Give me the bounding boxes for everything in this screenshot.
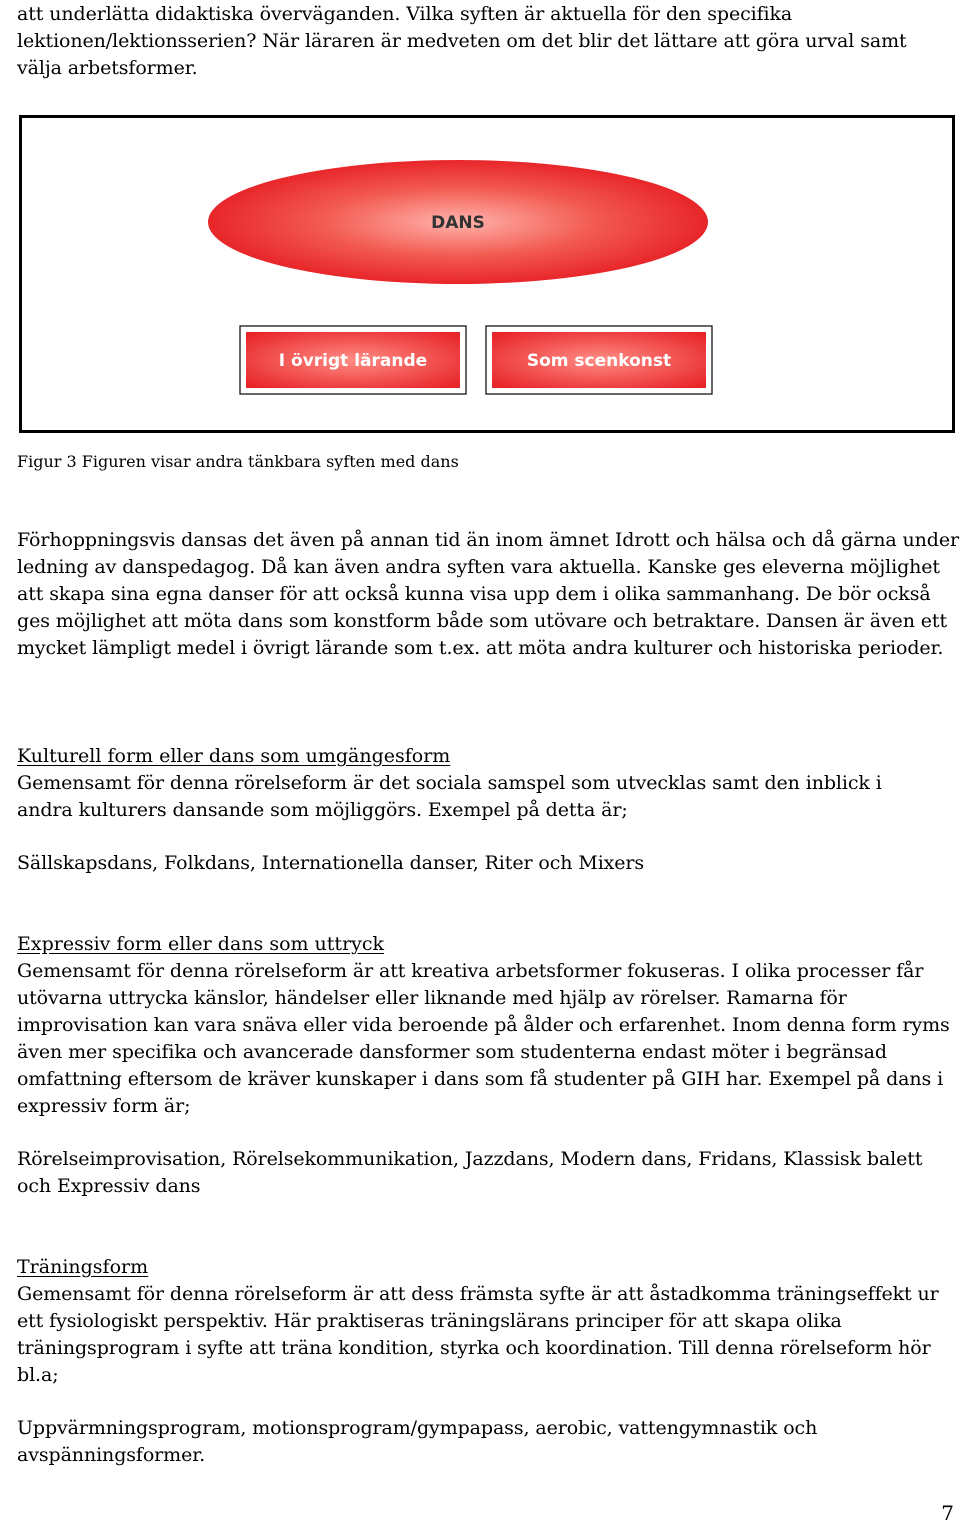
figure-frame: [19, 115, 955, 433]
ovrigt-larande-label: I övrigt lärande: [278, 351, 428, 371]
figure-caption: Figur 3 Figuren visar andra tänkbara syften med dans: [17, 452, 459, 471]
section-examples: Uppvärmningsprogram, motionsprogram/gympapass, aerobic, vattengymnastik och avspänningsformer.: [17, 1417, 818, 1466]
section-expressiv: [17, 931, 960, 1200]
dans-label: DANS: [431, 213, 485, 233]
section-body: Gemensamt för denna rörelseform är det sociala samspel som utvecklas samt den inblick i andra kulturers dansande som möjliggörs. Exempel på detta är;: [17, 772, 882, 821]
section-traningsform: [17, 1254, 960, 1469]
section-examples: Sällskapsdans, Folkdans, Internationella danser, Riter och Mixers: [17, 852, 645, 874]
som-scenkonst-label: Som scenkonst: [526, 351, 672, 371]
section-kulturell: [17, 743, 960, 877]
section-heading: Expressiv form eller dans som uttryck: [17, 933, 385, 955]
page-number: 7: [941, 1501, 954, 1525]
intro-paragraph: att underlätta didaktiska överväganden. Vilka syften är aktuella för den specifika lektionen/lektionsserien? När läraren är medveten om det blir det lättare att göra urval samt välja arbetsformer.: [17, 3, 907, 79]
section-heading: Kulturell form eller dans som umgängesform: [17, 745, 451, 767]
section-body: Gemensamt för denna rörelseform är att kreativa arbetsformer fokuseras. I olika processer får utövarna uttrycka känslor, händelser eller liknande med hjälp av rörelser. Ramarna för improvisation kan vara snäva eller vida beroende på ålder och erfarenhet. Inom denna form ryms även mer specifika och avancerade dansformer som studenterna endast möter i begränsad omfattning eftersom de kräver kunskaper i dans som få studenter på GIH har. Exempel på dans i expressiv form är;: [17, 960, 950, 1117]
section-body: Gemensamt för denna rörelseform är att dess främsta syfte är att åstadkomma träningseffekt ur ett fysiologiskt perspektiv. Här praktiseras träningslärans principer för att skapa olika träningsprogram i syfte att träna kondition, styrka och koordination. Till denna rörelseform hör bl.a;: [17, 1283, 939, 1386]
box-som-scenkonst: [486, 326, 712, 394]
dans-diagram: [22, 118, 952, 430]
section-examples: Rörelseimprovisation, Rörelsekommunikation, Jazzdans, Modern dans, Fridans, Klassisk balett och Expressiv dans: [17, 1148, 923, 1197]
hopes-paragraph: Förhoppningsvis dansas det även på annan tid än inom ämnet Idrott och hälsa och då gärna under ledning av danspedagog. Då kan även andra syften vara aktuella. Kanske ges eleverna möjlighet att skapa sina egna danser för att också kunna visa upp dem i olika sammanhang. De bör också ges möjlighet att möta dans som konstform både som utövare och betraktare. Dansen är även ett mycket lämpligt medel i övrigt lärande som t.ex. att möta andra kulturer och historiska perioder.: [17, 529, 959, 659]
box-ovrigt-larande: [240, 326, 466, 394]
section-heading: Träningsform: [17, 1256, 149, 1278]
